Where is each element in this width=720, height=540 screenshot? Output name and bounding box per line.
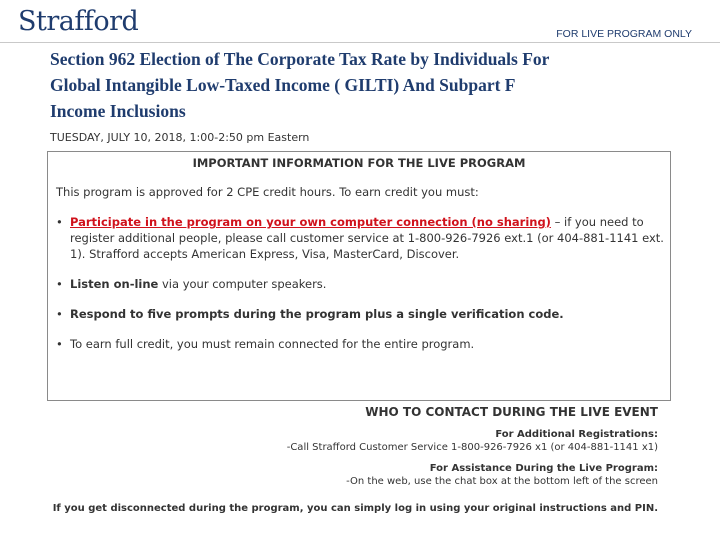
header-divider xyxy=(0,42,720,43)
requirements-list xyxy=(56,214,666,352)
strafford-logo: Strafford xyxy=(18,6,139,37)
contact-heading: WHO TO CONTACT DURING THE LIVE EVENT xyxy=(365,405,658,419)
list-item: • Listen on-line via your computer speakers. xyxy=(56,277,327,291)
important-info-box xyxy=(47,151,671,401)
list-item: • To earn full credit, you must remain connected for the entire program. xyxy=(56,337,475,351)
bullet2-text: via your computer speakers. xyxy=(158,277,327,291)
assistance-text: -On the web, use the chat box at the bottom left of the screen xyxy=(346,476,658,487)
page-title xyxy=(50,46,630,124)
registrations-text: -Call Strafford Customer Service 1-800-926-7926 x1 (or 404-881-1141 x1) xyxy=(286,442,658,453)
assistance-label: For Assistance During the Live Program: xyxy=(429,463,658,474)
info-heading: IMPORTANT INFORMATION FOR THE LIVE PROGRAM xyxy=(192,156,526,170)
no-sharing-link[interactable]: Participate in the program on your own computer connection (no sharing) xyxy=(70,215,551,229)
bullet4-text: To earn full credit, you must remain connected for the entire program. xyxy=(70,337,475,351)
list-item: • Respond to five prompts during the program plus a single verification code. xyxy=(56,307,564,321)
live-program-tag: FOR LIVE PROGRAM ONLY xyxy=(556,28,692,40)
bullet2-bold: Listen on-line xyxy=(70,277,159,291)
bullet3-text: Respond to five prompts during the program plus a single verification code. xyxy=(70,307,564,321)
title-line-1: Section 962 Election of The Corporate Tax Rate by Individuals For xyxy=(50,49,550,69)
disconnect-note: If you get disconnected during the program, you can simply log in using your original instructions and PIN. xyxy=(52,503,658,514)
title-line-3: Income Inclusions xyxy=(50,101,186,121)
bullet1-text: – if you need to register additional people, please call customer service at 1-800-926-7926 ext.1 (or 404-881-1141 ext. 1). Strafford accepts American Express, Visa, MasterCard, Discover. xyxy=(70,215,664,261)
registrations-label: For Additional Registrations: xyxy=(495,429,658,440)
title-line-2: Global Intangible Low-Taxed Income ( GILTI) And Subpart F xyxy=(50,75,516,95)
contact-section xyxy=(38,405,658,487)
program-date: TUESDAY, JULY 10, 2018, 1:00-2:50 pm Eastern xyxy=(50,131,310,144)
list-item: • Participate in the program on your own computer connection (no sharing) – if you need to register additional people, please call customer service at 1-800-926-7926 ext.1 (or 404-881-1141 ext. 1). Strafford accepts American Express, Visa, MasterCard, Discover. xyxy=(56,215,664,261)
info-intro: This program is approved for 2 CPE credit hours. To earn credit you must: xyxy=(56,185,479,199)
